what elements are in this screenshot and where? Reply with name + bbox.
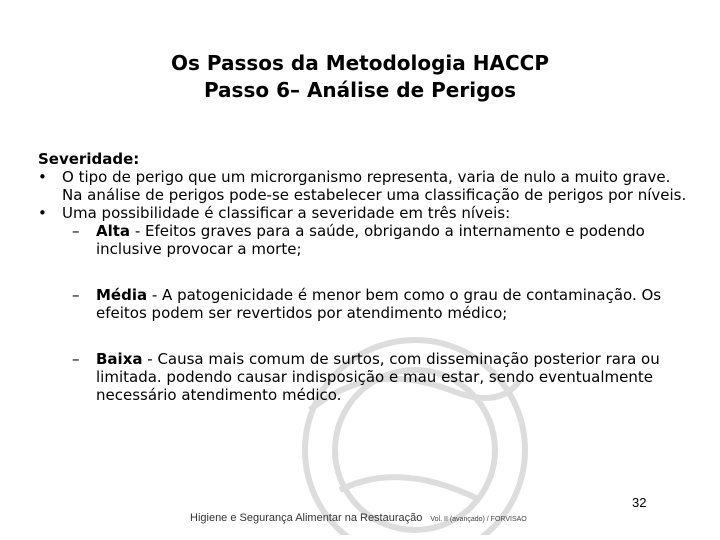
severity-level-media [62,286,688,322]
section-heading: Severidade: [38,150,140,168]
title-line-1: Os Passos da Metodologia HACCP [171,51,549,75]
level-term: Média [96,286,148,304]
title-line-2: Passo 6– Análise de Perigos [203,78,517,102]
level-description: - A patogenicidade é menor bem como o grau de contaminação. Os efeitos podem ser revertidos por atendimento médico; [96,286,662,322]
severity-levels-list [62,222,688,404]
level-description: - Causa mais comum de surtos, com disseminação posterior rara ou limitada. podendo causar indisposição e mau estar, sendo eventualmente necessário atendimento médico. [96,350,660,404]
footer [190,512,527,524]
level-description: - Efeitos graves para a saúde, obrigando a internamento e podendo inclusive provocar a morte; [96,222,645,258]
bullet-item: • O tipo de perigo que um microrganismo representa, varia de nulo a muito grave. Na análise de perigos pode-se estabelecer uma classificação de perigos por níveis. [38,168,688,204]
level-term: Baixa [96,350,143,368]
level-term: Alta [96,222,131,240]
severity-level-baixa [62,350,688,404]
footer-volume: Vol. II (avançado) / FORVISAO [430,516,527,523]
bullet-list [38,168,688,404]
bullet-item [38,204,688,404]
slide-body [38,150,688,404]
severity-level-alta [62,222,688,258]
page-number: 32 [632,495,647,510]
bullet-text: Uma possibilidade é classificar a severidade em três níveis: [62,204,511,222]
footer-title: Higiene e Segurança Alimentar na Restauração [190,512,423,524]
slide-title [0,50,720,104]
